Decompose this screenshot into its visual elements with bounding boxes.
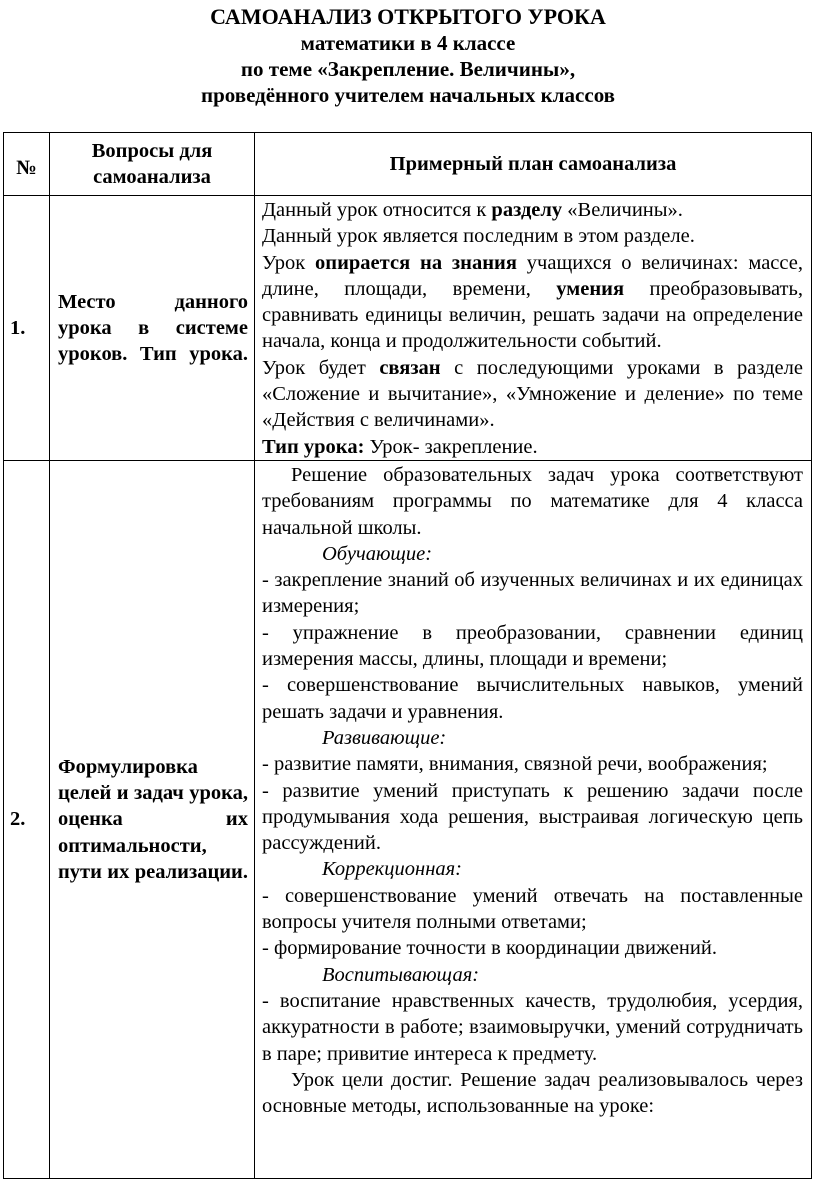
document-subject: математики в 4 классе bbox=[300, 31, 516, 55]
table-row bbox=[4, 196, 812, 461]
plan-list-item: - упражнение в преобразовании, сравнении единиц измерения массы, длины, площади и времени; bbox=[262, 621, 803, 671]
plan-paragraph: Урок опирается на знания учащихся о величинах: массе, длине, площади, времени, умения преобразовывать, сравнивать единицы величин, решать задачи на определение начала, конца и продолжительности событий. bbox=[262, 251, 803, 353]
plan-subheading: Обучающие: bbox=[322, 542, 433, 565]
plan-subheading: Коррекционная: bbox=[322, 858, 462, 881]
plan-list-item: - совершенствование умений отвечать на поставленные вопросы учителя полными ответами; bbox=[262, 884, 803, 934]
plan-paragraph: Тип урока: Урок- закрепление. bbox=[262, 435, 538, 458]
plan-paragraph: Решение образовательных задач урока соответствуют требованиям программы по математике для 4 класса начальной школы. bbox=[262, 463, 803, 539]
row-question: Место данного урока в системе уроков. Тип урока. bbox=[50, 196, 255, 461]
plan-list-item: - закрепление знаний об изученных величинах и их единицах измерения; bbox=[262, 569, 803, 618]
plan-list-item: - развитие умений приступать к решению задачи после продумывания хода решения, выстраивая логическую цепь рассуждений. bbox=[262, 779, 803, 855]
plan-paragraph: Данный урок является последним в этом разделе. bbox=[262, 225, 695, 248]
plan-paragraph: Данный урок относится к разделу «Величины». bbox=[262, 199, 683, 221]
row-number: 2. bbox=[4, 460, 50, 1178]
header-number: № bbox=[4, 133, 50, 196]
plan-paragraph: Урок цели достиг. Решение задач реализовывалось через основные методы, использованные на уроке: bbox=[262, 1068, 803, 1118]
plan-list-item: - формирование точности в координации движений. bbox=[262, 937, 717, 960]
plan-subheading: Воспитывающая: bbox=[322, 963, 480, 986]
row-plan bbox=[255, 196, 812, 461]
document-topic: по теме «Закрепление. Величины», bbox=[240, 57, 576, 81]
self-analysis-table bbox=[3, 132, 812, 1179]
plan-subheading: Развивающие: bbox=[322, 726, 447, 749]
row-plan bbox=[255, 460, 812, 1178]
header-plan: Примерный план самоанализа bbox=[255, 133, 812, 196]
plan-list-item: - развитие памяти, внимания, связной речи, воображения; bbox=[262, 753, 768, 776]
document-title: САМОАНАЛИЗ ОТКРЫТОГО УРОКА bbox=[210, 4, 606, 29]
header-questions: Вопросы для самоанализа bbox=[50, 133, 255, 196]
plan-list-item: - воспитание нравственных качеств, трудолюбия, усердия, аккуратности в работе; взаимовыручки, умений сотрудничать в паре; привитие интереса к предмету. bbox=[262, 989, 803, 1065]
plan-paragraph: Урок будет связан с последующими уроками в разделе «Сложение и вычитание», «Умножение и деление» по теме «Действия с величинами». bbox=[262, 356, 803, 432]
document-title-block bbox=[0, 4, 816, 108]
row-question: Формулировка целей и задач урока, оценка их оптимальности, пути их реализации. bbox=[50, 460, 255, 1178]
table-row bbox=[4, 460, 812, 1178]
table-header-row bbox=[4, 133, 812, 196]
document-author: проведённого учителем начальных классов bbox=[200, 83, 616, 107]
row-number: 1. bbox=[4, 196, 50, 461]
plan-list-item: - совершенствование вычислительных навыков, умений решать задачи и уравнения. bbox=[262, 674, 803, 723]
